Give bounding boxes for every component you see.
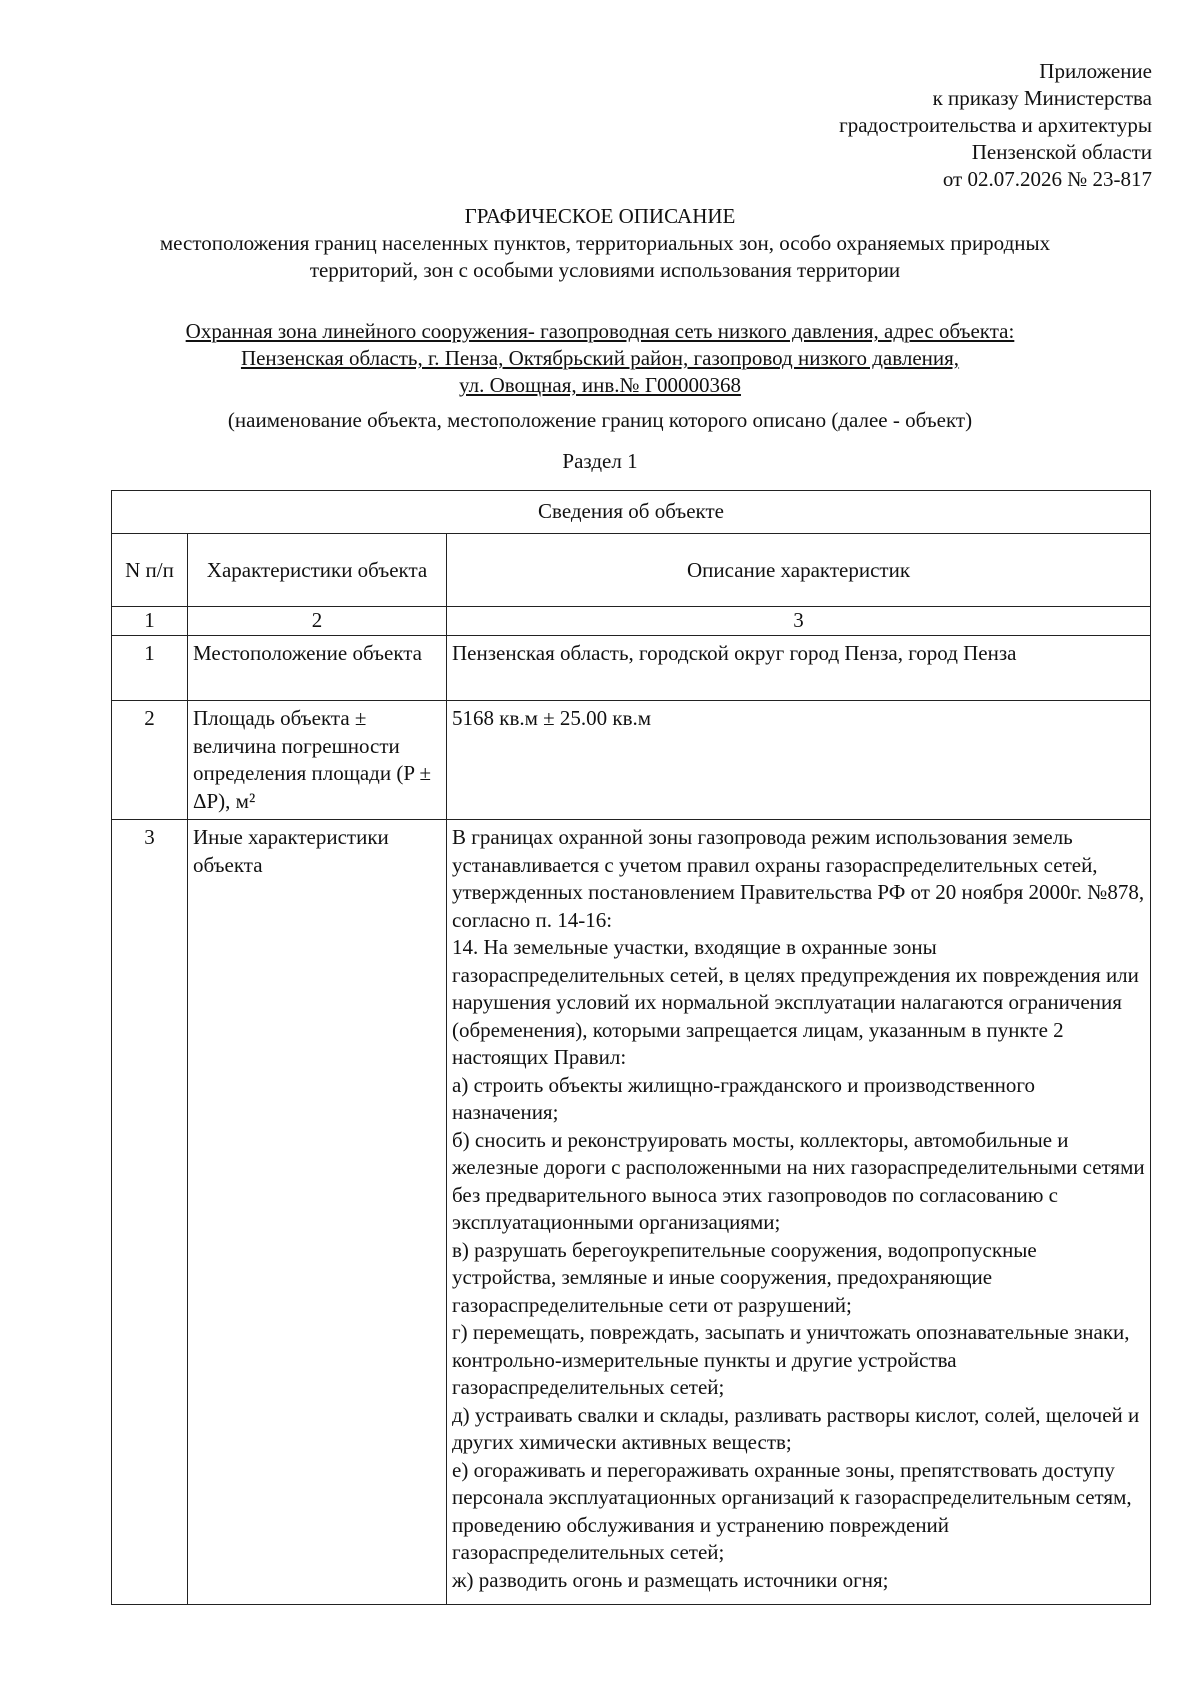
header-num: N п/п — [112, 534, 188, 607]
description-paragraph: В границах охранной зоны газопровода режим использования земель устанавливается с учетом правил охраны газораспределительных сетей, утвержденных постановлением Правительства РФ от 20 ноября 2000г. №878, согласно п. 14-16: — [452, 825, 1145, 932]
description-paragraph: б) сносить и реконструировать мосты, коллекторы, автомобильные и железные дороги с расположенными на них газораспределительными сетями без предварительного выноса этих газопроводов по согласованию с эксплуатационными организациями; — [452, 1127, 1145, 1234]
object-name — [80, 318, 1120, 399]
table-row — [112, 701, 1151, 820]
column-number-1: 1 — [112, 607, 188, 636]
row-number: 1 — [112, 636, 188, 701]
appendix-date-number: от 02.07.2026 № 23-817 — [942, 167, 1152, 191]
table-row — [112, 636, 1151, 701]
column-number-3: 3 — [447, 607, 1151, 636]
appendix-line-3: градостроительства и архитектуры — [839, 113, 1152, 137]
row-description — [447, 820, 1151, 1605]
description-paragraph: д) устраивать свалки и склады, разливать растворы кислот, солей, щелочей и других химически активных веществ; — [452, 1402, 1140, 1454]
column-number-2: 2 — [188, 607, 447, 636]
description-paragraph: г) перемещать, повреждать, засыпать и уничтожать опознавательные знаки, контрольно-измерительные пункты и другие устройства газораспределительных сетей; — [452, 1320, 1130, 1399]
table-caption-row — [112, 491, 1151, 534]
table-caption: Сведения об объекте — [112, 491, 1151, 534]
row-characteristic: Местоположение объекта — [188, 636, 447, 701]
object-caption: (наименование объекта, местоположение границ которого описано (далее - объект) — [227, 408, 973, 432]
row-characteristic: Площадь объекта ± величина погрешности определения площади (P ± ΔP), м² — [188, 701, 447, 820]
object-name-line-1: Охранная зона линейного сооружения- газопроводная сеть низкого давления, адрес объекта: — [185, 319, 1015, 343]
row-number: 2 — [112, 701, 188, 820]
description-paragraph: а) строить объекты жилищно-гражданского и производственного назначения; — [452, 1072, 1036, 1124]
document-title: ГРАФИЧЕСКОЕ ОПИСАНИЕ — [464, 204, 736, 228]
document-subtitle: местоположения границ населенных пунктов, территориальных зон, особо охраняемых природных территорий, зон с особыми условиями использования территории — [159, 231, 1051, 282]
object-name-line-3: ул. Овощная, инв.№ Г00000368 — [459, 373, 741, 397]
table-header-row — [112, 534, 1151, 607]
row-description: 5168 кв.м ± 25.00 кв.м — [447, 701, 1151, 820]
description-paragraph: ж) разводить огонь и размещать источники огня; — [452, 1567, 889, 1592]
appendix-header — [592, 58, 1152, 193]
object-name-line-2: Пензенская область, г. Пенза, Октябрьский район, газопровод низкого давления, — [240, 346, 960, 370]
row-number: 3 — [112, 820, 188, 1605]
row-characteristic: Иные характеристики объекта — [188, 820, 447, 1605]
description-paragraph: е) огораживать и перегораживать охранные зоны, препятствовать доступу персонала эксплуатационных организаций к газораспределительным сетям, проведению обслуживания и устранению повреждений газораспределительных сетей; — [452, 1457, 1132, 1564]
appendix-line-1: Приложение — [1039, 59, 1152, 83]
description-paragraph: 14. На земельные участки, входящие в охранные зоны газораспределительных сетей, в целях предупреждения их повреждения или нарушения условий их нормальной эксплуатации налагаются ограничения (обременения), которыми запрещается лицам, указанным в пункте 2 настоящих Правил: — [452, 935, 1139, 1069]
header-description: Описание характеристик — [447, 534, 1151, 607]
row-description: Пензенская область, городской округ город Пенза, город Пенза — [447, 636, 1151, 701]
appendix-line-2: к приказу Министерства — [932, 86, 1152, 110]
section-title: Раздел 1 — [562, 449, 638, 473]
table-row — [112, 820, 1151, 1605]
appendix-line-4: Пензенской области — [971, 140, 1152, 164]
header-characteristic: Характеристики объекта — [188, 534, 447, 607]
description-paragraph: в) разрушать берегоукрепительные сооружения, водопропускные устройства, земляные и иные сооружения, предохраняющие газораспределительные сети от разрушений; — [452, 1237, 1037, 1317]
column-number-row — [112, 607, 1151, 636]
object-info-table — [111, 490, 1151, 1605]
